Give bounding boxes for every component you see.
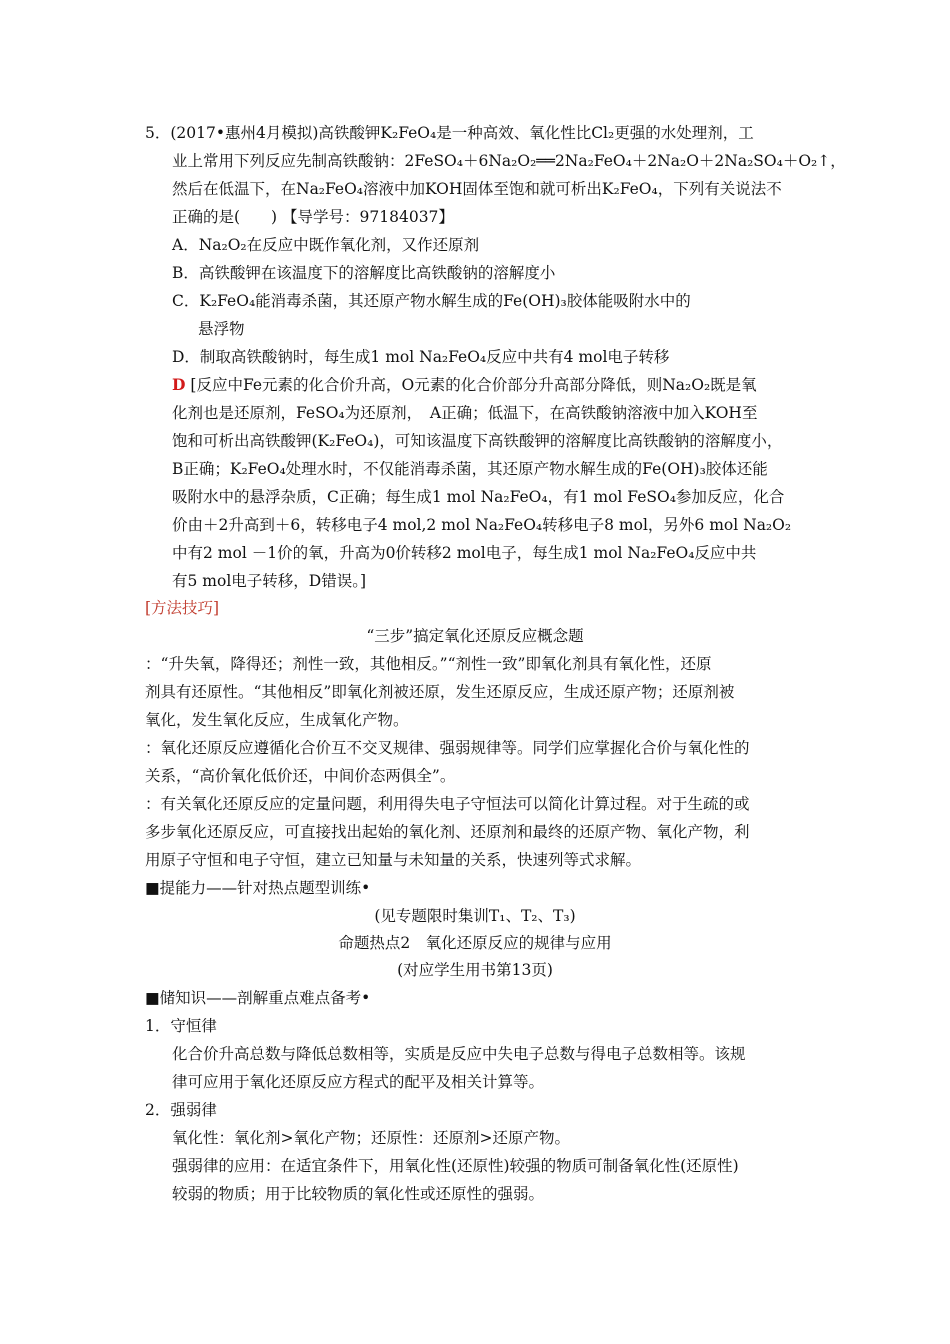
- option-c: C．K₂FeO₄能消毒杀菌，其还原产物水解生成的Fe(OH)₃胶体能吸附水中的: [172, 292, 691, 310]
- option-b: B．高铁酸钾在该温度下的溶解度比高铁酸钠的溶解度小: [172, 264, 556, 282]
- section-2-line2: 强弱律的应用：在适宜条件下，用氧化性(还原性)较强的物质可制备氧化性(还原性): [172, 1157, 739, 1175]
- answer-line-6: 价由＋2升高到＋6，转移电子4 mol,2 mol Na₂FeO₄转移电子8 mol，另外6 mol Na₂O₂: [172, 516, 792, 534]
- method-p3-line2: 多步氧化还原反应，可直接找出起始的氧化剂、还原剂和最终的还原产物、氧化产物，利: [145, 823, 750, 841]
- answer-line-2: 化剂也是还原剂，FeSO₄为还原剂， A正确；低温下，在高铁酸钠溶液中加入KOH至: [172, 404, 758, 422]
- method-p1-line3: 氧化，发生氧化反应，生成氧化产物。: [145, 711, 409, 729]
- method-p2-line2: 关系，“高价氧化低价还，中间价态两俱全”。: [145, 767, 456, 785]
- answer-line-3: 饱和可析出高铁酸钾(K₂FeO₄)，可知该温度下高铁酸钾的溶解度比高铁酸钠的溶解度小，: [172, 432, 783, 450]
- method-p3-line3: 用原子守恒和电子守恒，建立已知量与未知量的关系，快速列等式求解。: [145, 851, 642, 869]
- question-line-4: 正确的是( ) 【导学号：97184037】: [172, 208, 454, 226]
- method-p1-line2: 剂具有还原性。“其他相反”即氧化剂被还原，发生还原反应，生成还原产物；还原剂被: [145, 683, 735, 701]
- section-1-line2: 律可应用于氧化还原反应方程式的配平及相关计算等。: [172, 1073, 545, 1091]
- answer-line-5: 吸附水中的悬浮杂质，C正确；每生成1 mol Na₂FeO₄，有1 mol FeSO₄参加反应，化合: [172, 488, 785, 506]
- method-p1-line1: ：“升失氧，降得还；剂性一致，其他相反。”“剂性一致”即氧化剂具有氧化性，还原: [145, 655, 712, 673]
- hotspot-reference: (对应学生用书第13页): [397, 961, 553, 979]
- method-title: “三步”搞定氧化还原反应概念题: [366, 627, 584, 645]
- section-2-line3: 较弱的物质；用于比较物质的氧化性或还原性的强弱。: [172, 1185, 545, 1203]
- section-1-title: 1．守恒律: [145, 1017, 217, 1035]
- question-line-2: 业上常用下列反应先制高铁酸钠：2FeSO₄＋6Na₂O₂══2Na₂FeO₄＋2Na₂O＋2Na₂SO₄＋O₂↑，: [172, 152, 846, 170]
- ability-heading: ■提能力——针对热点题型训练•: [145, 879, 371, 897]
- ability-note: (见专题限时集训T₁、T₂、T₃): [374, 907, 576, 925]
- section-2-line1: 氧化性：氧化剂>氧化产物；还原性：还原剂>还原产物。: [172, 1129, 570, 1147]
- answer-line-8: 有5 mol电子转移，D错误。]: [172, 572, 367, 590]
- method-p2-line1: ：氧化还原反应遵循化合价互不交叉规律、强弱规律等。同学们应掌握化合价与氧化性的: [145, 739, 750, 757]
- knowledge-heading: ■储知识——剖解重点难点备考•: [145, 989, 371, 1007]
- answer-line-1: [172, 375, 757, 395]
- section-1-line1: 化合价升高总数与降低总数相等，实质是反应中失电子总数与得电子总数相等。该规: [172, 1045, 746, 1063]
- method-p3-line1: ：有关氧化还原反应的定量问题，利用得失电子守恒法可以简化计算过程。对于生疏的或: [145, 795, 750, 813]
- method-tag: [方法技巧]: [145, 599, 220, 617]
- option-d: D．制取高铁酸钠时，每生成1 mol Na₂FeO₄反应中共有4 mol电子转移: [172, 348, 670, 366]
- hotspot-title: 命题热点2 氧化还原反应的规律与应用: [338, 934, 612, 952]
- option-a: A．Na₂O₂在反应中既作氧化剂，又作还原剂: [172, 236, 480, 254]
- option-c-continued: 悬浮物: [198, 320, 245, 338]
- section-2-title: 2．强弱律: [145, 1101, 217, 1119]
- question-line-3: 然后在低温下，在Na₂FeO₄溶液中加KOH固体至饱和就可析出K₂FeO₄，下列有关说法不: [172, 180, 782, 198]
- answer-letter: D: [172, 375, 186, 394]
- answer-text-1: [反应中Fe元素的化合价升高，O元素的化合价部分升高部分降低，则Na₂O₂既是氧: [190, 376, 757, 394]
- answer-line-7: 中有2 mol －1价的氧，升高为0价转移2 mol电子，每生成1 mol Na₂FeO₄反应中共: [172, 544, 757, 562]
- answer-line-4: B正确；K₂FeO₄处理水时，不仅能消毒杀菌，其还原产物水解生成的Fe(OH)₃胶体还能: [172, 460, 768, 478]
- question-line-1: 5．(2017•惠州4月模拟)高铁酸钾K₂FeO₄是一种高效、氧化性比Cl₂更强的水处理剂，工: [145, 124, 754, 142]
